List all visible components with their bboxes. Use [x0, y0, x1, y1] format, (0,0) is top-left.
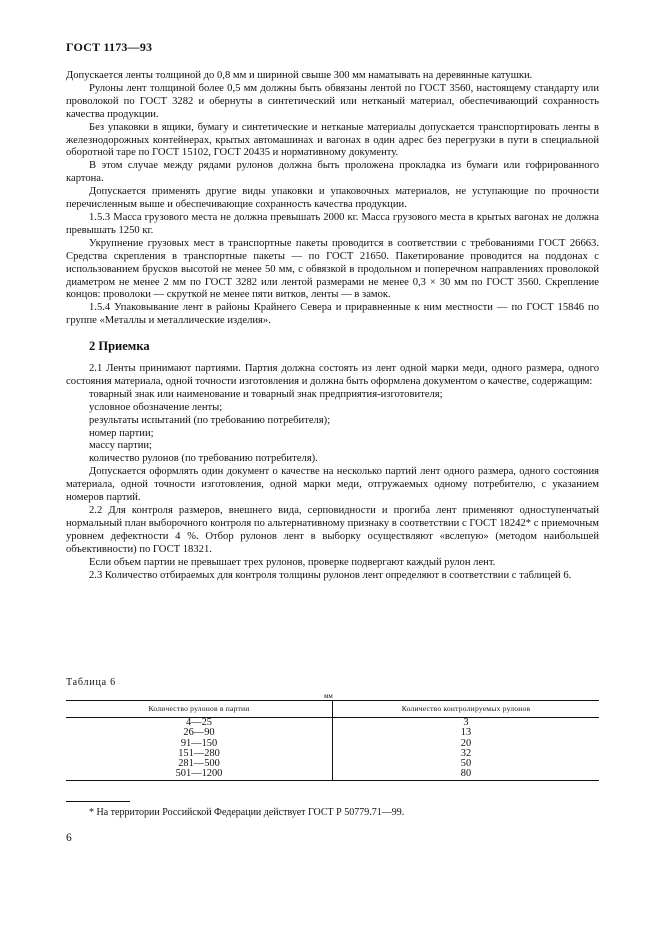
controlled-count-cell: 80	[333, 769, 600, 780]
paragraph: В этом случае между рядами рулонов должна быть проложена прокладка из бумаги или гофрированного картона.	[66, 160, 599, 185]
batch-size-cell: 151—280	[178, 747, 220, 759]
paragraph: количество рулонов (по требованию потребителя).	[89, 453, 318, 465]
batch-size-cell: 91—150	[180, 737, 218, 749]
paragraph: 2.2 Для контроля размеров, внешнего вида, серповидности и прогиба лент применяют одноступенчатый нормальный план выборочного контроля по альтернативному признаку в соответствии с ГОСТ 18242* с приемочным уровнем дефектности 4 %. Отбор рулонов лент в выборку осуществляют «вслепую» (методом наибольшей объективности) по ГОСТ 18321.	[66, 505, 599, 555]
packing-paragraphs	[66, 70, 599, 328]
section-title: 2 Приемка	[89, 339, 150, 354]
paragraph: Укрупнение грузовых мест в транспортные пакеты проводится в соответствии с требованиями ГОСТ 26663. Средства скрепления в транспортные пакеты — по ГОСТ 21650. Пакетирование проводится на поддонах с использованием брусков высотой не менее 50 мм, с обвязкой в продольном и поперечном направлениях проволокой диаметром не менее 2 мм по ГОСТ 3282 или лентой размерами не менее 0,3 × 30 мм по ГОСТ 3560. Скрепление концов: проволоки — скруткой не менее пяти витков, ленты — в замок.	[66, 237, 599, 301]
paragraph: условное обозначение ленты;	[89, 401, 223, 413]
controlled-count-cell: 32	[333, 749, 600, 759]
paragraph: номер партии;	[89, 427, 154, 439]
running-header: ГОСТ 1173—93	[66, 40, 153, 54]
column-header: Количество рулонов в партии	[66, 701, 333, 718]
paragraph: товарный знак или наименование и товарный знак предприятия-изготовителя;	[89, 388, 443, 400]
batch-size-cell: 4—25	[186, 717, 212, 728]
paragraph: Если объем партии не превышает трех рулонов, проверке подвергают каждый рулон лент.	[89, 556, 496, 568]
table-unit: мм	[324, 692, 333, 700]
paragraph: 1.5.3 Масса грузового места не должна превышать 2000 кг. Масса грузового места в крытых вагонах не должна превышать 1250 кг.	[66, 211, 599, 236]
paragraph: Без упаковки в ящики, бумагу и синтетические и нетканые материалы допускается транспортировать ленты в железнодорожных контейнерах, крытых автомашинах и вагонах в один адрес без перегрузки в пути в специальной оборотной таре по ГОСТ 15102, ГОСТ 20435 и нормативному документу.	[66, 121, 599, 159]
page-number: 6	[66, 832, 72, 844]
paragraph: Допускается оформлять один документ о качестве на несколько партий лент одного размера, одного состояния материала, одной точности изготовления, одной марки меди, отгружаемых одному потребителю, с указанием номеров партий.	[66, 466, 599, 504]
controlled-count-cell: 20	[333, 739, 600, 749]
batch-size-cell: 26—90	[183, 727, 215, 739]
paragraph: Рулоны лент толщиной более 0,5 мм должны быть обвязаны лентой по ГОСТ 3560, настоящему стандарту или проволокой по ГОСТ 3282 и обернуты в синтетический или нетканый материал, обеспечивающий сохранность качества продукции.	[66, 82, 599, 120]
acceptance-paragraphs	[66, 363, 599, 582]
controlled-count-cell: 3	[333, 718, 600, 729]
controlled-count-cell: 50	[333, 759, 600, 769]
paragraph: массу партии;	[89, 440, 152, 452]
table-row	[66, 739, 599, 749]
paragraph: Допускается ленты толщиной до 0,8 мм и шириной свыше 300 мм наматывать на деревянные катушки.	[66, 70, 533, 81]
paragraph: 1.5.4 Упаковывание лент в районы Крайнего Севера и приравненные к ним местности — по ГОСТ 15846 по группе «Металлы и металлические изделия».	[66, 302, 599, 327]
table-caption: Таблица 6	[66, 677, 116, 688]
table-body	[66, 718, 599, 781]
table-6	[66, 700, 599, 781]
table-row	[66, 759, 599, 769]
paragraph: результаты испытаний (по требованию потребителя);	[89, 414, 331, 426]
batch-size-cell: 501—1200	[66, 769, 333, 780]
table-row	[66, 769, 599, 780]
paragraph: 2.1 Ленты принимают партиями. Партия должна состоять из лент одной марки меди, одного размера, одного состояния материала, одной точности изготовления и должна быть оформлена документом о качестве, содержащим:	[66, 363, 599, 387]
body-text	[66, 70, 599, 582]
footnote-separator	[66, 801, 130, 802]
batch-size-cell: 281—500	[178, 758, 220, 770]
table-row	[66, 728, 599, 738]
table-row	[66, 749, 599, 759]
paragraph: 2.3 Количество отбираемых для контроля толщины рулонов лент определяют в соответствии с таблицей 6.	[89, 569, 572, 581]
controlled-count-cell: 13	[333, 728, 600, 738]
table-row	[66, 718, 599, 729]
column-header: Количество контролируемых рулонов	[333, 701, 600, 718]
footnote: * На территории Российской Федерации действует ГОСТ Р 50779.71—99.	[89, 807, 405, 818]
paragraph: Допускается применять другие виды упаковки и упаковочных материалов, не уступающие по прочности перечисленным выше и обеспечивающие сохранность качества продукции.	[66, 186, 599, 211]
table-header-row	[66, 701, 599, 718]
